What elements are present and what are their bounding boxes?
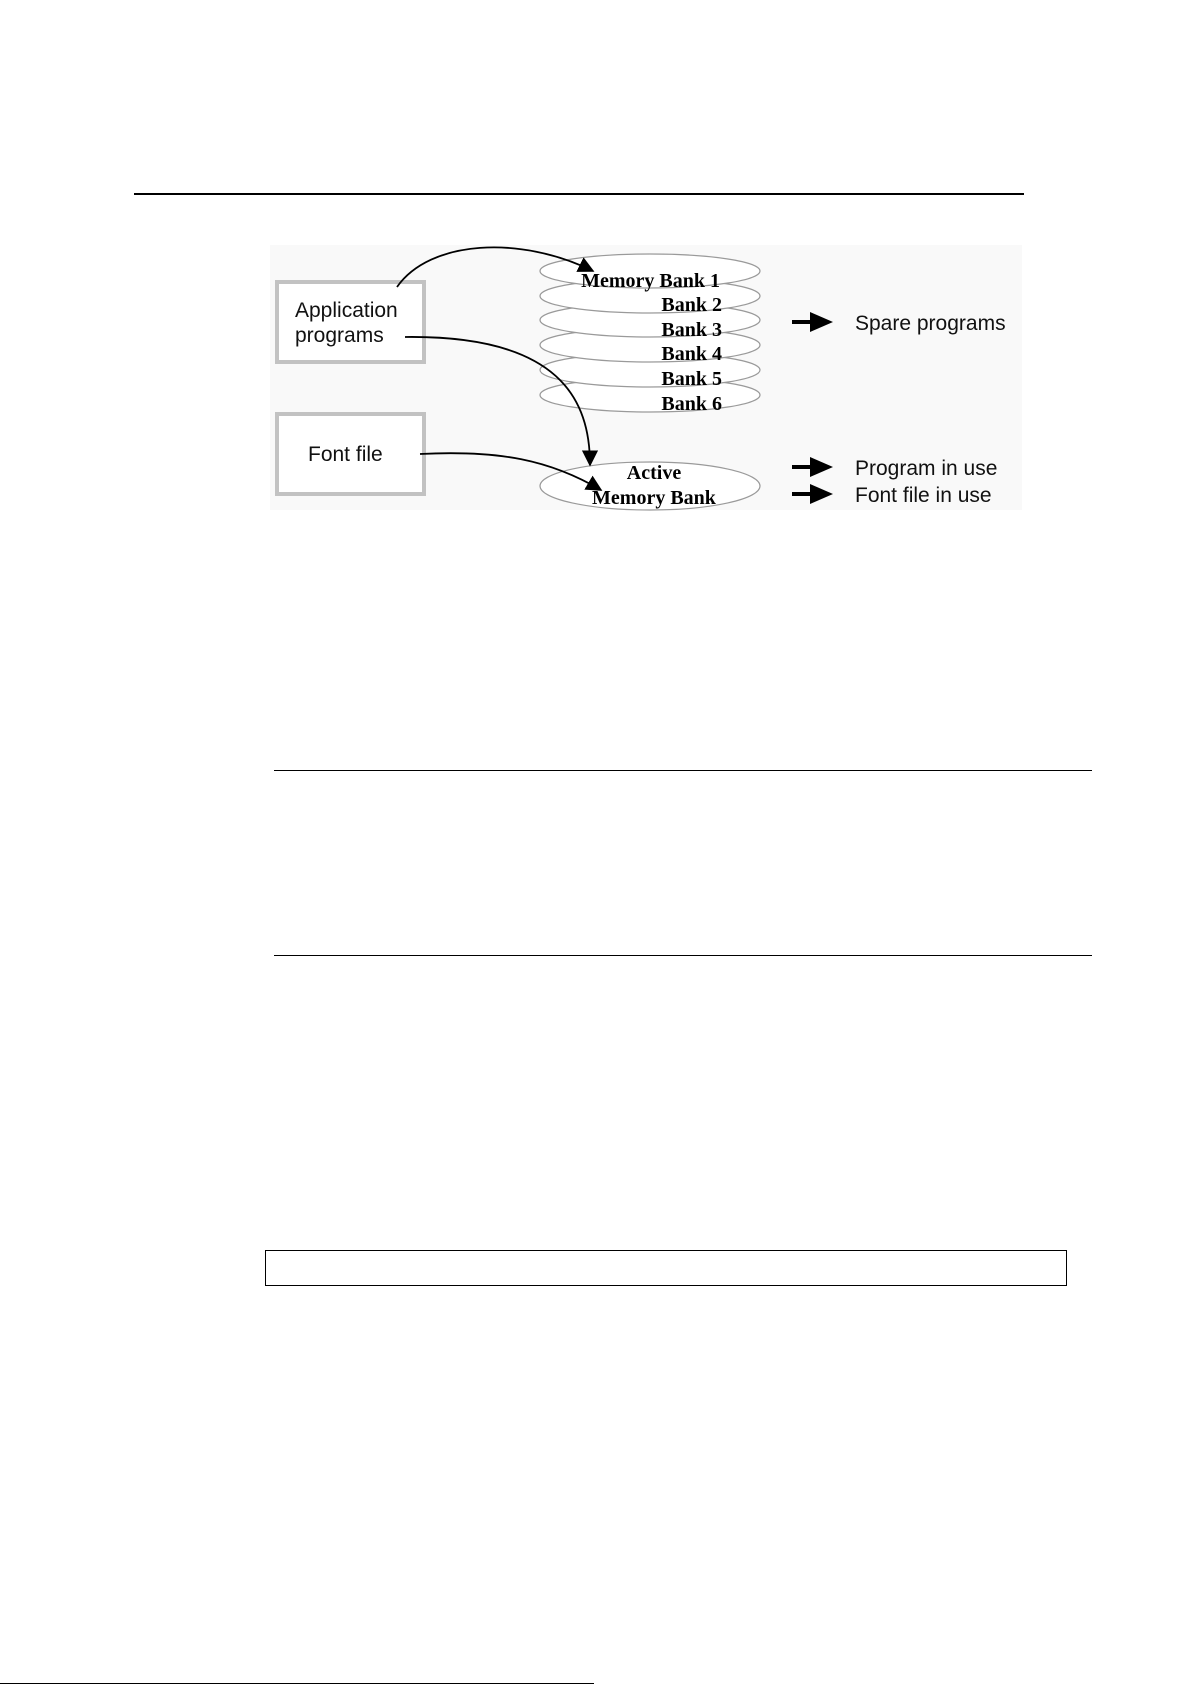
- application-programs-box: [277, 282, 424, 362]
- spare-programs-label: Spare programs: [855, 312, 1006, 335]
- font-file-in-use-label: Font file in use: [855, 484, 992, 507]
- font-file-label: Font file: [308, 443, 383, 466]
- program-in-use-label: Program in use: [855, 457, 998, 480]
- active-bank-label-line2: Memory Bank: [592, 487, 716, 509]
- bank-1-label: Memory Bank 1: [581, 270, 720, 292]
- bank-2-label: Bank 2: [661, 294, 722, 316]
- application-label-line2: programs: [295, 324, 384, 347]
- bank-3-label: Bank 3: [661, 319, 722, 341]
- bank-6-label: Bank 6: [661, 393, 722, 415]
- bank-5-label: Bank 5: [661, 368, 722, 390]
- active-bank-label-line1: Active: [626, 462, 682, 484]
- bank-4-label: Bank 4: [661, 343, 722, 365]
- application-label-line1: Application: [295, 299, 398, 322]
